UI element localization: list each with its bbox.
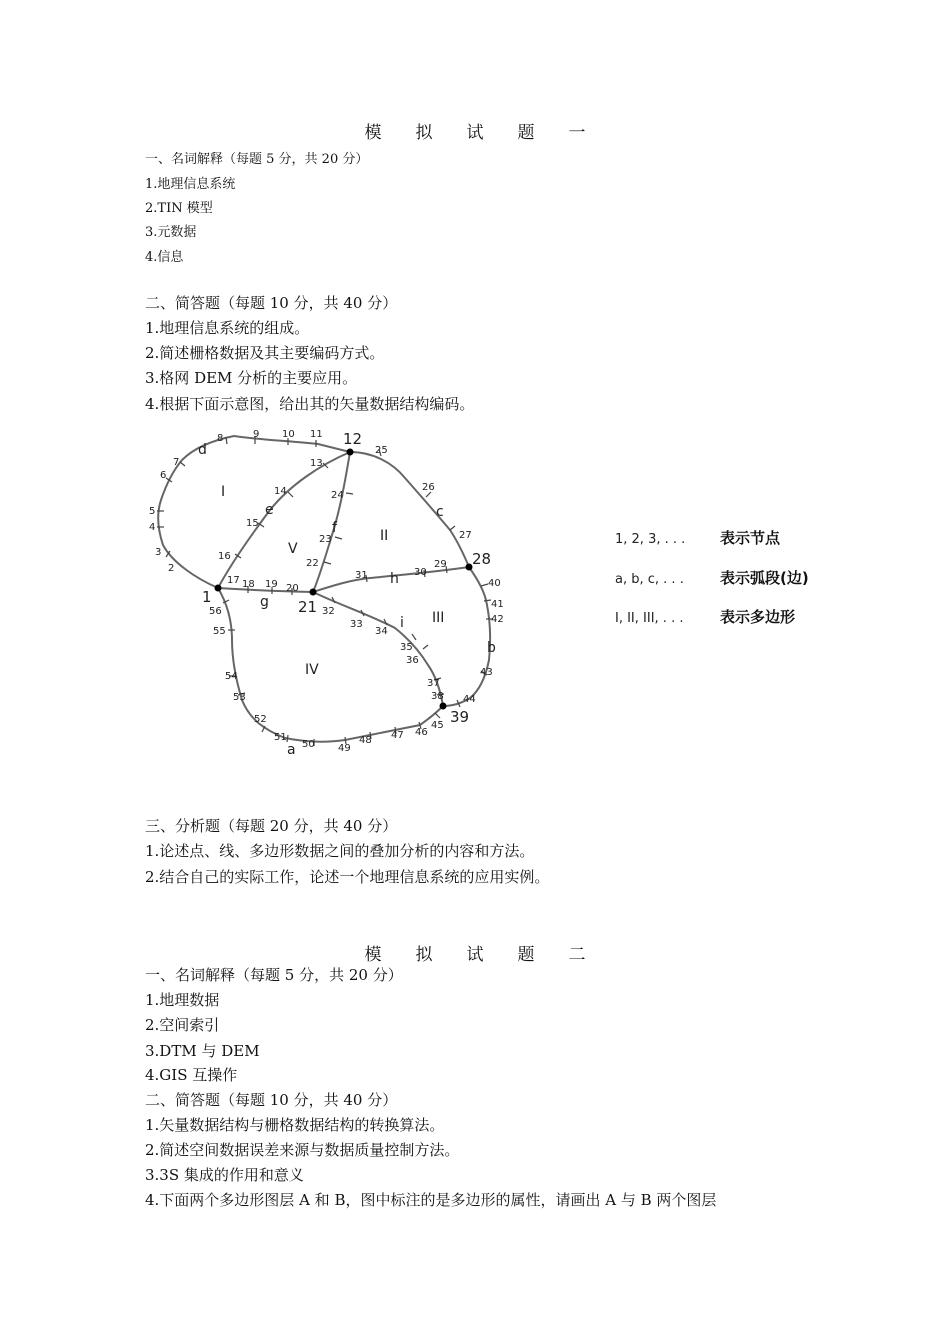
arc-label: c <box>436 504 444 520</box>
vertex-label: 33 <box>350 619 363 630</box>
exam1-section2-heading: 二、简答题（每题 10 分，共 40 分） <box>145 294 398 312</box>
exam2-s2-item: 2.简述空间数据误差来源与数据质量控制方法。 <box>145 1141 460 1159</box>
vertex-label: 30 <box>414 567 427 578</box>
vertex-label: 47 <box>391 730 404 741</box>
vertex-label: 31 <box>355 570 368 581</box>
legend-description: 表示多边形 <box>720 608 796 626</box>
polygon-label: III <box>432 610 445 626</box>
exam1-section1-heading: 一、名词解释（每题 5 分，共 20 分） <box>145 152 369 167</box>
vertex-label: 7 <box>173 457 180 468</box>
node-point <box>215 585 222 592</box>
exam1-title: 模拟试题一 <box>364 123 620 143</box>
legend-row-arcs <box>615 567 809 588</box>
polygon-label: I <box>221 484 226 500</box>
legend-description: 表示节点 <box>720 529 781 547</box>
node-label: 21 <box>298 598 318 616</box>
vertex-label: 3 <box>155 547 162 558</box>
exam1-s3-item: 2.结合自己的实际工作，论述一个地理信息系统的应用实例。 <box>145 868 550 886</box>
exam1-s1-item: 2.TIN 模型 <box>145 201 213 216</box>
vertex-label: 44 <box>463 694 476 705</box>
vertex-label: 18 <box>242 579 255 590</box>
exam1-s3-item: 1.论述点、线、多边形数据之间的叠加分析的内容和方法。 <box>145 842 535 860</box>
vertex-label: 36 <box>406 655 419 666</box>
node-point <box>347 449 354 456</box>
vertex-label: 35 <box>400 642 413 653</box>
arc-label: b <box>487 640 496 656</box>
vertex-label: 8 <box>217 433 224 444</box>
exam1-s1-item: 3.元数据 <box>145 225 197 240</box>
vertex-label: 15 <box>246 518 259 529</box>
exam2-s1-item: 3.DTM 与 DEM <box>145 1042 260 1060</box>
legend-row-polygons <box>615 606 795 627</box>
vertex-label: 17 <box>227 575 240 586</box>
vertex-label: 11 <box>310 429 323 440</box>
vertex-label: 52 <box>254 714 267 725</box>
arc-label: a <box>287 742 296 758</box>
arc-c <box>350 452 469 567</box>
vertex-label: 6 <box>160 470 167 481</box>
polygon-label: II <box>380 528 389 544</box>
vertex-label: 41 <box>491 599 504 610</box>
vertex-label: 42 <box>491 614 504 625</box>
vertex-label: 38 <box>431 691 444 702</box>
vertex-label: 10 <box>282 429 295 440</box>
vertex-label: 5 <box>149 506 156 517</box>
legend-symbol: I, II, III, . . . <box>615 611 684 626</box>
exam2-title: 模拟试题二 <box>364 945 620 965</box>
exam2-s1-item: 1.地理数据 <box>145 991 220 1009</box>
vertex-label: 19 <box>265 579 278 590</box>
vertex-label: 25 <box>375 445 388 456</box>
node-label: 28 <box>472 550 492 568</box>
arc-e <box>218 452 350 588</box>
exam1-s2-item: 3.格网 DEM 分析的主要应用。 <box>145 369 358 387</box>
arc-label: h <box>390 571 399 587</box>
vertex-label: 49 <box>338 743 351 754</box>
vertex-label: 13 <box>310 458 323 469</box>
vertex-label: 9 <box>253 429 260 440</box>
vertex-label: 37 <box>427 678 440 689</box>
exam2-s2-item: 4.下面两个多边形图层 A 和 B，图中标注的是多边形的属性，请画出 A 与 B 两个图层 <box>145 1191 717 1209</box>
vertex-label: 51 <box>274 732 287 743</box>
legend-symbol: a, b, c, . . . <box>615 572 684 587</box>
vertex-label: 46 <box>415 727 428 738</box>
vertex-label: 22 <box>306 558 319 569</box>
exam2-section2-heading: 二、简答题（每题 10 分，共 40 分） <box>145 1091 398 1109</box>
arc-label: d <box>198 442 207 458</box>
vertex-label: 55 <box>213 626 226 637</box>
vertex-label: 23 <box>319 534 332 545</box>
node-point <box>310 589 317 596</box>
exam2-s1-item: 2.空间索引 <box>145 1016 220 1034</box>
vertex-label: 2 <box>168 563 175 574</box>
vertex-label: 29 <box>434 559 447 570</box>
exam1-s2-item: 2.简述栅格数据及其主要编码方式。 <box>145 344 385 362</box>
node-point <box>440 703 447 710</box>
exam1-section3-heading: 三、分析题（每题 20 分，共 40 分） <box>145 817 398 835</box>
arc-b <box>443 567 490 706</box>
legend-symbol: 1, 2, 3, . . . <box>615 532 686 547</box>
vertex-label: 56 <box>209 606 222 617</box>
vertex-label: 4 <box>149 522 156 533</box>
exam2-section1-heading: 一、名词解释（每题 5 分，共 20 分） <box>145 966 403 984</box>
legend-description: 表示弧段(边) <box>720 569 809 587</box>
node-label: 12 <box>343 430 363 448</box>
vertex-label: 53 <box>233 692 246 703</box>
vertex-label: 20 <box>286 583 299 594</box>
vertex-label: 27 <box>459 530 472 541</box>
vertex-label: 43 <box>480 667 493 678</box>
vertex-label: 16 <box>218 551 231 562</box>
exam2-s2-item: 1.矢量数据结构与栅格数据结构的转换算法。 <box>145 1116 445 1134</box>
arc-label: g <box>260 594 269 610</box>
vertex-label: 26 <box>422 482 435 493</box>
vertex-label: 14 <box>274 486 287 497</box>
exam1-s1-item: 1.地理信息系统 <box>145 177 236 192</box>
vertex-label: 50 <box>302 739 315 750</box>
vertex-label: 48 <box>359 735 372 746</box>
exam2-s2-item: 3.3S 集成的作用和意义 <box>145 1166 304 1184</box>
legend-row-nodes <box>615 527 780 548</box>
vertex-label: 54 <box>225 671 238 682</box>
polygon-label: IV <box>305 662 319 678</box>
vertex-label: 24 <box>331 490 344 501</box>
node-label: 1 <box>202 588 212 606</box>
vertex-label: 32 <box>322 606 335 617</box>
arc-label: e <box>265 502 274 518</box>
polygon-label: V <box>288 541 298 557</box>
exam1-s2-item: 4.根据下面示意图，给出其的矢量数据结构编码。 <box>145 395 475 413</box>
exam1-s1-item: 4.信息 <box>145 250 184 265</box>
arc-label: f <box>332 520 337 536</box>
arc-label: i <box>400 615 404 631</box>
vertex-label: 40 <box>488 578 501 589</box>
exam1-s2-item: 1.地理信息系统的组成。 <box>145 319 310 337</box>
vertex-label: 45 <box>431 720 444 731</box>
vertex-label: 34 <box>375 626 388 637</box>
exam2-s1-item: 4.GIS 互操作 <box>145 1066 238 1084</box>
node-label: 39 <box>450 708 470 726</box>
